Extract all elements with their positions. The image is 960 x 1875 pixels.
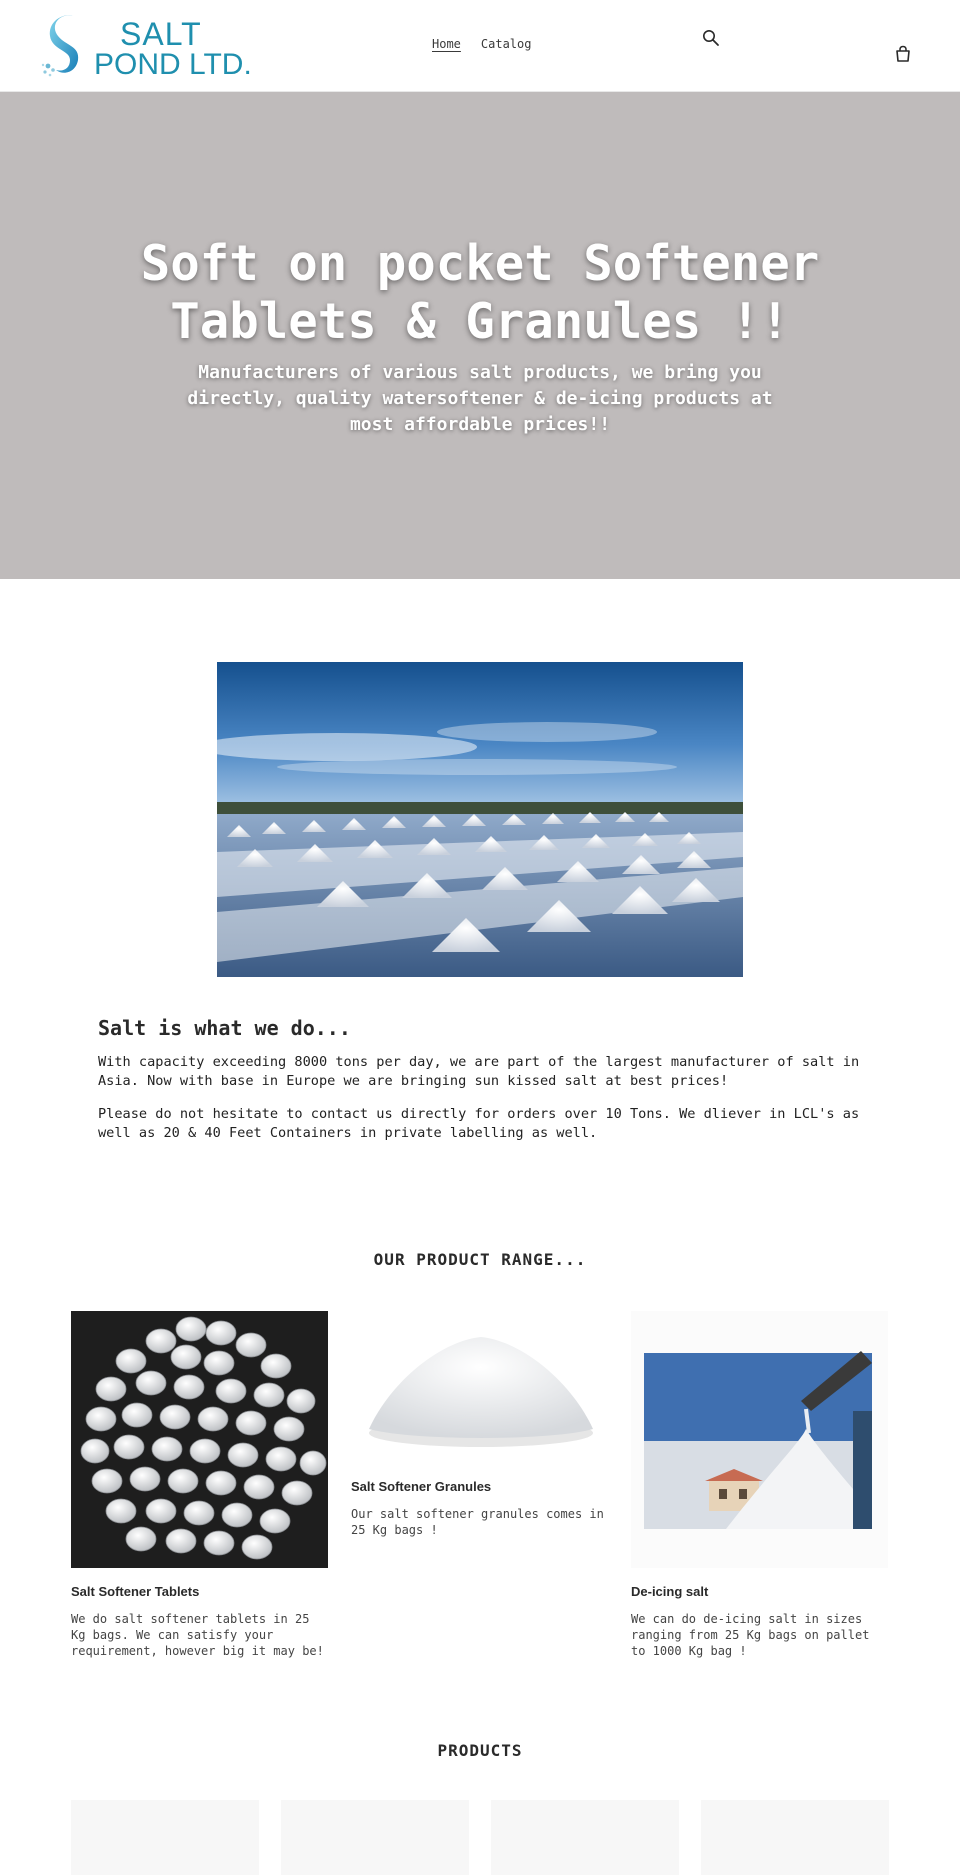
product-placeholder[interactable]	[701, 1800, 889, 1875]
salt-pond-image	[217, 662, 743, 977]
about-heading: Salt is what we do...	[98, 1016, 351, 1040]
logo-line-1: SALT	[120, 16, 202, 52]
card-title: Salt Softener Granules	[351, 1479, 492, 1494]
main-nav	[432, 37, 531, 51]
salt-tablets-illustration	[71, 1311, 328, 1568]
deicing-salt-illustration	[631, 1311, 888, 1568]
nav-catalog-link[interactable]: Catalog	[480, 37, 532, 51]
salt-tablets-image	[71, 1311, 328, 1568]
salt-granules-illustration	[351, 1311, 608, 1466]
cart-button[interactable]	[892, 44, 914, 66]
nav-home-link[interactable]: Home	[432, 37, 461, 51]
cart-icon	[894, 45, 912, 63]
about-paragraph-2: Please do not hesitate to contact us directly for orders over 10 Tons. We dliever in LCL's as well as 20 & 40 Feet Containers in private labelling as well.	[98, 1106, 860, 1141]
card-title: Salt Softener Tablets	[71, 1584, 200, 1599]
site-header	[0, 0, 960, 92]
product-range-heading: OUR PRODUCT RANGE...	[373, 1250, 587, 1269]
search-button[interactable]	[700, 28, 722, 50]
product-placeholder[interactable]	[71, 1800, 259, 1875]
about-paragraph-1: With capacity exceeding 8000 tons per day, we are part of the largest manufacturer of salt in Asia. Now with base in Europe we are bringing sun kissed salt at best prices!	[98, 1054, 860, 1089]
card-text: We can do de-icing salt in sizes ranging from 25 Kg bags on pallet to 1000 Kg bag !	[631, 1612, 870, 1658]
card-title: De-icing salt	[631, 1584, 709, 1599]
hero-subtitle: Manufacturers of various salt products, we bring you directly, quality watersoftener & de-icing products at most affordable prices!!	[187, 362, 773, 435]
card-text: Our salt softener granules comes in 25 Kg bags !	[351, 1507, 604, 1537]
salt-pond-illustration	[217, 662, 743, 977]
salt-granules-image	[351, 1311, 608, 1466]
hero-banner	[0, 92, 960, 579]
site-logo[interactable]	[40, 10, 252, 82]
logo-s-mark-icon	[40, 10, 100, 82]
product-placeholder[interactable]	[491, 1800, 679, 1875]
search-icon	[702, 29, 720, 47]
products-heading: PRODUCTS	[437, 1741, 523, 1760]
card-text: We do salt softener tablets in 25 Kg bags. We can satisfy your requirement, however big it may be!	[71, 1612, 324, 1658]
hero-title: Soft on pocket Softener Tablets & Granules !!	[140, 235, 820, 350]
product-placeholder[interactable]	[281, 1800, 469, 1875]
logo-line-2: POND LTD.	[94, 48, 252, 81]
deicing-salt-image	[631, 1311, 888, 1568]
